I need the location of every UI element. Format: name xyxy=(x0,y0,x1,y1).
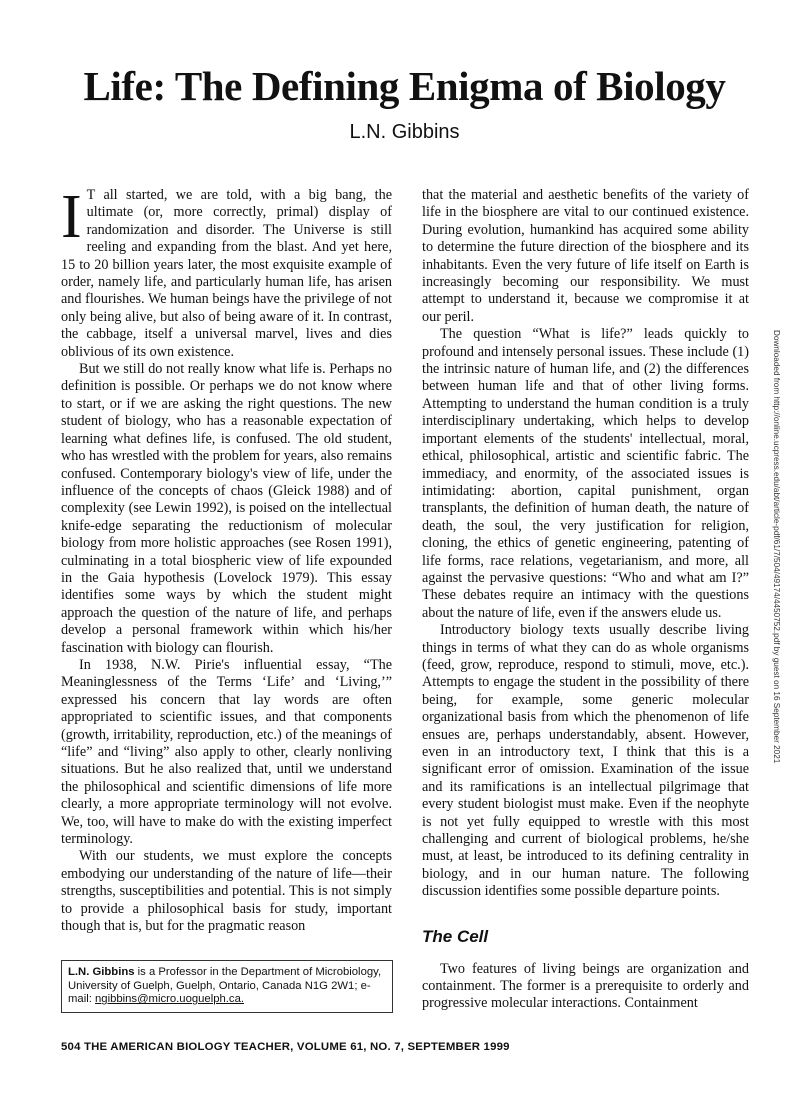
article-author: L.N. Gibbins xyxy=(349,121,460,143)
body-paragraph: that the material and aesthetic benefits of the variety of life in the biosphere are vital to our continued existence. During evolution, humankind has acquired some ability to determine the future direction of the biosphere and its inhabitants. Even the very future of life itself on Earth is increasingly becoming our responsibility. We must attempt to understand it, because we compromise it at our peril. xyxy=(422,187,749,325)
download-watermark: Downloaded from http://online.ucpress.edu/abt/article-pdf/61/7/504/49174/4450752.pdf by guest on 16 September 2021 xyxy=(772,330,781,764)
body-paragraph: Introductory biology texts usually describe living things in terms of what they can do as whole organisms (feed, grow, reproduce, respond to stimuli, move, etc.). Attempts to engage the student in the possibility of there being, for example, some generic molecular organizational basis from which the phenomenon of life ensues are, perhaps understandably, absent. However, even in an introductory text, I think that this is a significant error of omission. Examination of the issue and its ramifications is an intellectual pilgrimage that every student biologist must make. Even if the neophyte is not yet fully equipped to wrestle with this most challenging and current of biological problems, he/she must, at least, be introduced to its defining centrality in biology, and in our human nature. The following discussion identifies some possible departure points. xyxy=(422,622,749,900)
body-paragraph: Two features of living beings are organization and containment. The former is a prerequisite to orderly and progressive molecular interactions. Containment xyxy=(422,960,749,1012)
right-column xyxy=(422,187,749,1013)
body-paragraph: But we still do not really know what life is. Perhaps no definition is possible. Or perhaps we do not know where to start, or if we are asking the right questions. The new student of biology, who has a reasonable expectation of learning what defines life, is confused. The old student, who has wrestled with the problem for years, also remains confused. Contemporary biology's view of life, under the influence of the concepts of chaos (Gleick 1988) and of complexity (see Lewin 1992), is poised on the intellectual knife-edge separating the reductionism of molecular biology from more holistic approaches (see Rosen 1991), culminating in a total biospheric view of life expounded in the Gaia hypothesis (Lovelock 1979). This essay identifies some ways by which the student might approach the question of the nature of life, and perhaps develop a personal framework within which his/her fascination with biology can flourish. xyxy=(61,361,392,656)
body-paragraph: With our students, we must explore the concepts embodying our understanding of the nature of life—their strengths, susceptibilities and potential. This is not simply to provide a philosophical basis for study, important though that is, but for the pragmatic reason xyxy=(61,848,392,935)
article-title: Life: The Defining Enigma of Biology xyxy=(83,63,726,109)
body-paragraph: The question “What is life?” leads quickly to profound and intensely personal issues. These include (1) the intrinsic nature of human life, and (2) the differences between human life and that of other living forms. Attempting to understand the human condition is a truly interdisciplinary undertaking, which helps to develop important elements of the students' intellectual, moral, ethical, philosophical, artistic and scientific fabric. The immediacy, and enormity, of the associated issues is intimidating: abortion, capital punishment, organ transplants, the definition of human death, the nature of death, the soul, the very justification for religion, cloning, the ethics of genetic engineering, patenting of life forms, race relations, vegetarianism, and more, all against the pervasive questions: “Who and what am I?” These debates require an intimacy with the questions about the nature of life, even if the answers elude us. xyxy=(422,326,749,621)
body-paragraph: I T all started, we are told, with a big bang, the ultimate (or, more correctly, primal) display of randomization and disorder. The Universe is still reeling and expanding from the blast. And yet here, 15 to 20 billion years later, the most exquisite example of order, namely life, and particularly human life, has arisen and flourishes. We human beings have the privilege of not only being alive, but also of being aware of it. In contrast, the cabbage, itself a universal marvel, lives and dies oblivious of its own existence. xyxy=(61,183,392,360)
footnote-email-link[interactable]: ngibbins@micro.uoguelph.ca. xyxy=(95,993,244,1006)
footnote-author-name: L.N. Gibbins xyxy=(68,966,135,978)
footnote-affiliation: is a Professor in the Department of Microbiology, University of Guelph, Guelph, Ontario, Canada N1G 2W1; xyxy=(68,966,382,992)
page-footer: 504 THE AMERICAN BIOLOGY TEACHER, VOLUME 61, NO. 7, SEPTEMBER 1999 xyxy=(61,1041,510,1053)
body-paragraph: In 1938, N.W. Pirie's influential essay, “The Meaninglessness of the Terms ‘Life’ and ‘Living,’” expressed his concern that lay words are often appropriated to scientific issues, and that components (growth, irritability, reproduction, etc.) of the meanings of “life” and “living” also apply to other, clearly nonliving situations. But he also realized that, until we understand the philosophical and scientific dimensions of life more clearly, a more appropriate terminology will not evolve. We, too, will have to make do with the existing imperfect terminology. xyxy=(61,656,392,848)
author-footnote xyxy=(61,960,393,1013)
left-column xyxy=(61,183,392,935)
footnote-email-label: e-mail: xyxy=(68,979,371,1006)
section-heading: The Cell xyxy=(422,926,489,946)
drop-cap: I xyxy=(61,183,82,251)
